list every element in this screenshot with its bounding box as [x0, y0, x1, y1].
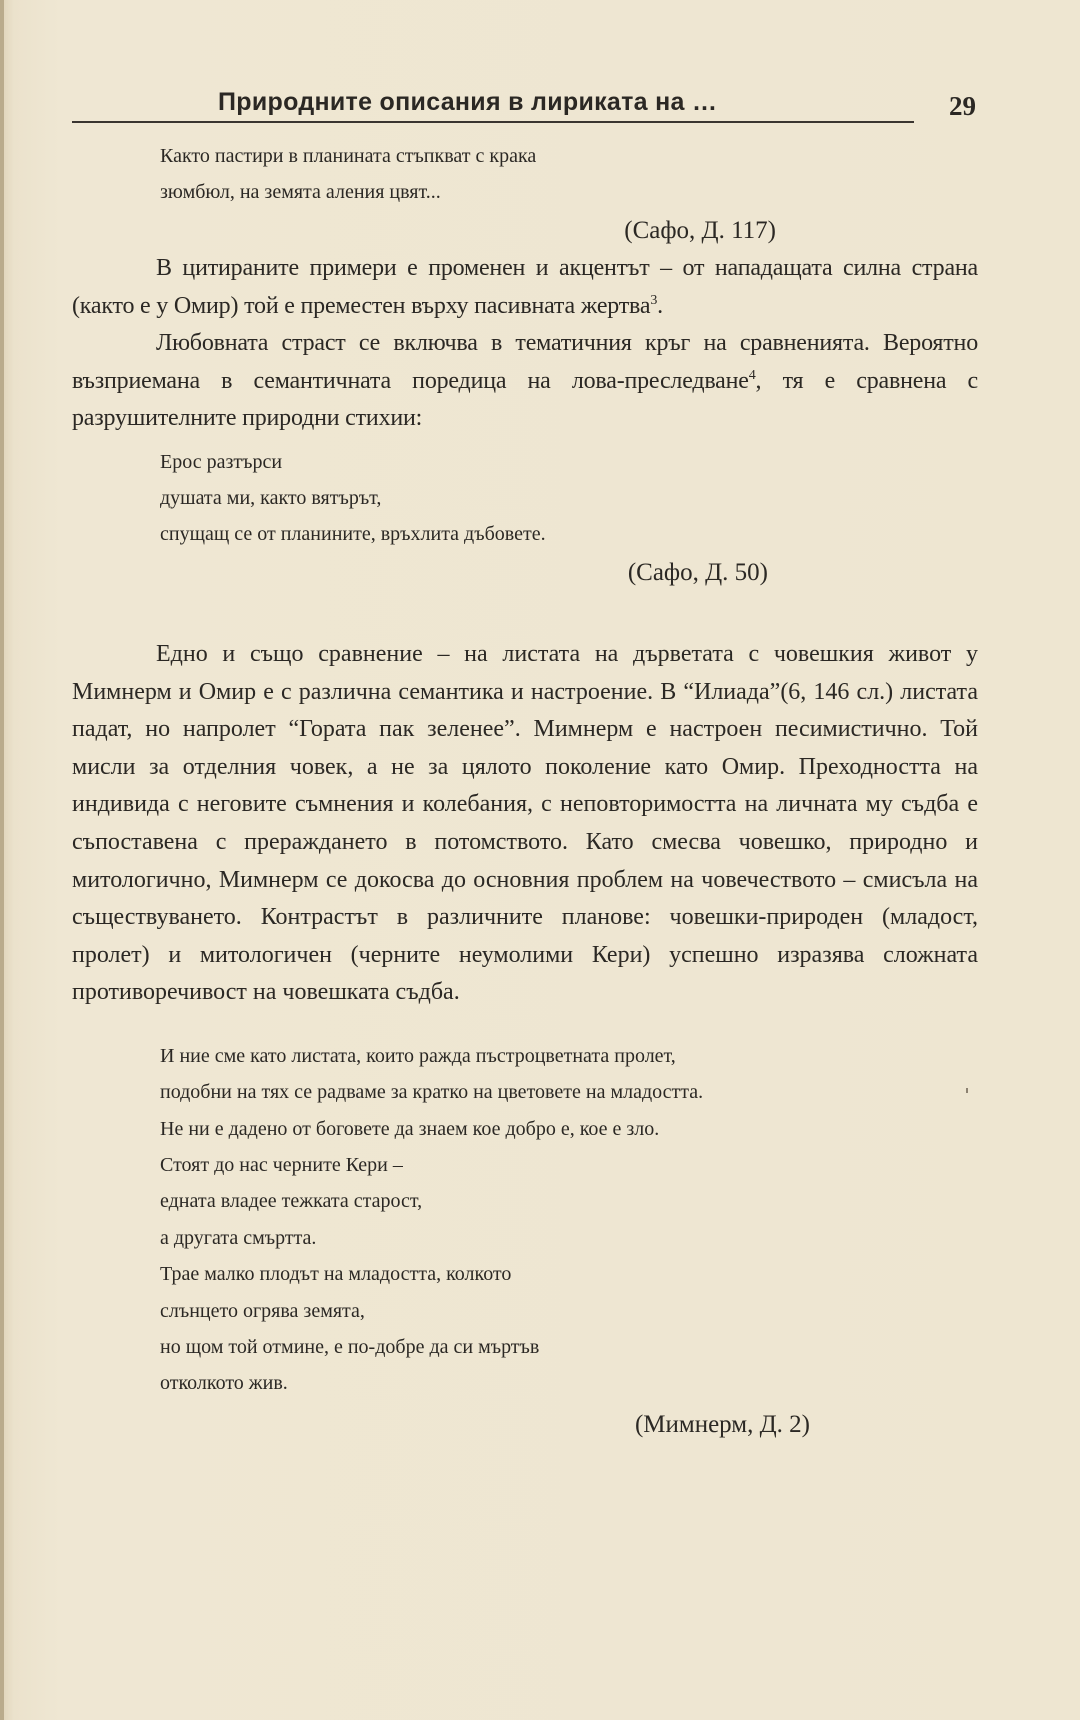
citation-sappho-50: (Сафо, Д. 50): [627, 558, 768, 586]
verse-line: зюмбюл, на земята аления цвят...: [160, 181, 441, 203]
page-body: [72, 138, 978, 1444]
verse-line: И ние сме като листата, които ражда пъстроцветната пролет,: [160, 1044, 676, 1067]
paragraph-text: Любовната страст се включва в тематичния кръг на сравненията. Вероятно възприемана в семантичната поредица на лова-преследване: [72, 330, 978, 394]
paragraph-emphasis-shift: [72, 250, 978, 325]
verse-line: а другата смъртта.: [160, 1226, 317, 1249]
footnote-ref-4[interactable]: 4: [748, 367, 756, 383]
verse-line: Както пастири в планината стъпкват с крака: [160, 145, 537, 167]
verse-line: спущащ се от планините, връхлита дъбовете.: [160, 522, 546, 545]
citation-mimnermus-2: (Мимнерм, Д. 2): [634, 1410, 810, 1438]
paragraph-text-tail: .: [657, 292, 663, 319]
paragraph-leaves-comparison: Едно и също сравнение – на листата на дърветата с човешкия живот у Мимнерм и Омир е с различна семантика и настроение. В “Илиада”(6, 146 сл.) листата падат, но напролет “Гората пак зеленее”. Мимнерм е настроен песимистично. Той мисли за отделния човек, а не за цялото поколение като Омир. Преходността на индивида с неговите съмнения и колебания, с неповторимостта на личната му съдба е съпоставена с прераждането в потомството. Като смесва човешко, природно и митологично, Мимнерм се докосва до основния проблем на човечеството – смисъла на съществуването. Контрастът в различните планове: човешки-природен (младост, пролет) и митологичен (черните неумолими Кери) успешно изразява сложната противоречивост на човешката съдба.: [72, 640, 978, 1006]
verse-quote-sappho-117: [160, 138, 978, 210]
paragraph-love-passion: [72, 325, 978, 438]
verse-line: Ерос разтърси: [160, 450, 283, 473]
page-spine-edge: [0, 0, 4, 1720]
paragraph-text-continued: , тя е сравнена с разрушителните природни стихии:: [72, 367, 978, 432]
verse-line: Стоят до нас черните Кери –: [160, 1154, 403, 1177]
footnote-ref-3[interactable]: 3: [650, 292, 658, 308]
verse-line: Не ни е дадено от боговете да знаем кое добро е, кое е зло.: [160, 1117, 660, 1140]
header-rule: [72, 121, 914, 123]
verse-line: душата ми, както вятърът,: [160, 486, 382, 509]
paragraph-text: В цитираните примери е променен и акцентът – от нападащата силна страна (както е у Омир) той е преместен върху пасивната жертва: [72, 255, 978, 319]
verse-quote-sappho-50: [160, 444, 978, 552]
verse-line: Трае малко плодът на младостта, колкото: [160, 1263, 512, 1286]
verse-line: слънцето огрява земята,: [160, 1299, 365, 1322]
paper-speck: [966, 1088, 968, 1093]
citation-sappho-117: (Сафо, Д. 117): [624, 217, 776, 244]
verse-line: но щом той отмине, е по-добре да си мъртъв: [160, 1336, 540, 1359]
page-number: 29: [949, 91, 976, 121]
page-header: [72, 88, 976, 124]
verse-line: подобни на тях се радваме за кратко на цветовете на младостта.: [160, 1081, 704, 1104]
verse-quote-mimnermus-2: [160, 1038, 978, 1402]
running-title: Природните описания в лириката на …: [218, 88, 718, 116]
verse-line: отколкото жив.: [160, 1372, 288, 1395]
verse-line: едната владее тежката старост,: [160, 1190, 423, 1213]
